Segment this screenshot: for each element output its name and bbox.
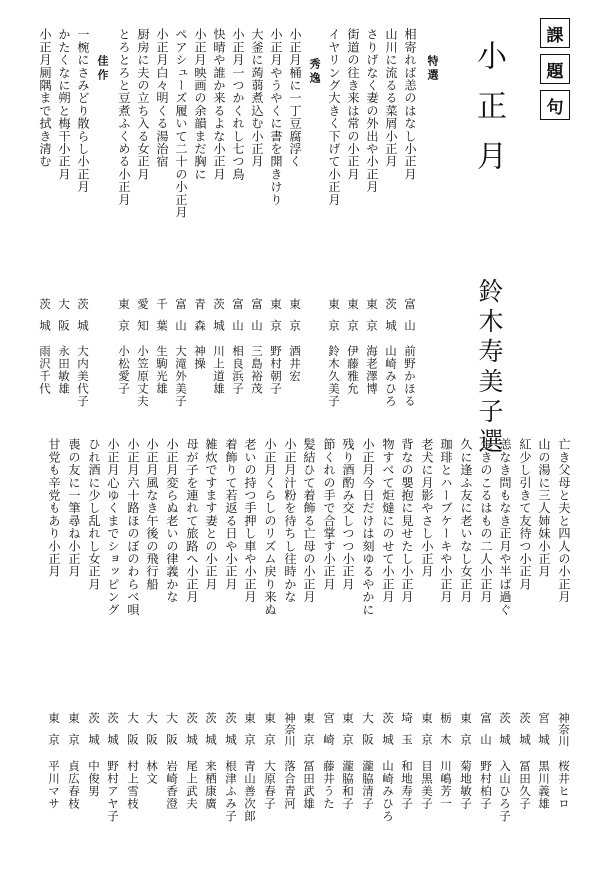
poem-line: 節くれの手で合掌す小正月 (322, 438, 336, 591)
section-heading-kasaku: 佳作 (96, 55, 109, 83)
author-location: 東京 (243, 712, 257, 755)
author-name: 青山善次郎 (243, 760, 257, 823)
author-location: 富山 (479, 712, 493, 755)
author-name: 海老澤博 (365, 345, 379, 395)
author-name: 生駒光雄 (155, 345, 169, 395)
author-name: 入山ひろ子 (498, 760, 512, 823)
author-name: 来栖康廣 (204, 760, 218, 810)
author-location: 大阪 (165, 712, 179, 755)
author-location: 茨城 (185, 712, 199, 755)
author-name: 酒井宏 (288, 345, 302, 383)
poem-line: 小正月一つかくれし七つ鳥 (231, 28, 245, 181)
author-name: 冨田武雄 (302, 760, 316, 810)
author-location: 茨城 (106, 712, 120, 755)
author-name: 神操 (193, 345, 207, 370)
poem-line: 老いの持つ手押し車や小正月 (243, 438, 257, 604)
poem-line: 珈琲とハーブケーキや小正月 (439, 438, 453, 604)
author-location: 東京 (263, 712, 277, 755)
poem-line: 小正月くらしのリズム戻り来ぬ (263, 438, 277, 616)
author-name: 冨田久子 (518, 760, 532, 810)
poem-line: 小正月六十路ほのぼのわらべ唄 (126, 438, 140, 616)
poem-line: 生きのこるはもの二人小正月 (479, 438, 493, 604)
poem-line: 小正月汁粉を待ちし往時かな (283, 438, 297, 604)
poem-line: ひれ酒に少し乱れし女正月 (87, 438, 101, 591)
author-location: 東京 (67, 712, 81, 755)
poem-line: 久に逢ふ友に老いなし女正月 (459, 438, 473, 604)
poem-line: 母が子を連れて旅路へ小正月 (185, 438, 199, 604)
poem-line: とろとろと豆煮ふくめる小正月 (117, 28, 131, 206)
poem-line: かたくなに朔と梅干小正月 (57, 28, 71, 181)
author-location: 東京 (365, 298, 379, 341)
author-location: 富山 (403, 298, 417, 341)
poem-line: 山川に流るる菜屑小正月 (384, 28, 398, 168)
poem-line: 小正月白々明くる湯治宿 (155, 28, 169, 168)
author-name: 川嶋芳一 (439, 760, 453, 810)
author-name: 貞広春枝 (67, 760, 81, 810)
author-location: 東京 (420, 712, 434, 755)
badge-char: 題 (540, 54, 570, 84)
poem-line: 快晴や誰か来るよな小正月 (212, 28, 226, 181)
author-location: 宮城 (537, 712, 551, 755)
author-location: 茨城 (76, 298, 90, 341)
author-location: 神奈川 (283, 712, 297, 747)
author-location: 大阪 (57, 298, 71, 341)
author-name: 尾上武夫 (185, 760, 199, 810)
author-name: 伊藤雅允 (346, 345, 360, 395)
author-name: 川上道雄 (212, 345, 226, 395)
author-location: 宮崎 (322, 712, 336, 755)
author-name: 中俊男 (87, 760, 101, 798)
poem-line: 背なの嬰抱に見せたし小正月 (400, 438, 414, 604)
author-location: 富山 (231, 298, 245, 341)
author-location: 富山 (174, 298, 188, 341)
author-location: 東京 (341, 712, 355, 755)
author-location: 青森 (193, 298, 207, 341)
author-name: 桜井ヒロ (557, 760, 571, 810)
poem-line: 街道の往き来は常の小正月 (346, 28, 360, 181)
selector-name: 鈴木寿美子選 (475, 278, 504, 458)
author-location: 東京 (346, 298, 360, 341)
poem-line: イヤリング大きく下げて小正月 (327, 28, 341, 206)
author-name: 小笠原丈夫 (136, 345, 150, 408)
author-location: 東京 (47, 712, 61, 755)
poem-line: 喪の友に一筆尋ね小正月 (67, 438, 81, 578)
author-name: 野村朝子 (269, 345, 283, 395)
author-name: 相良浜子 (231, 345, 245, 395)
author-location: 愛知 (136, 298, 150, 341)
author-name: 村上雪枝 (126, 760, 140, 810)
author-name: 小松愛子 (117, 345, 131, 395)
author-name: 前野かほる (403, 345, 417, 408)
author-name: 野村柏子 (479, 760, 493, 810)
author-location: 茨城 (212, 298, 226, 341)
poem-line: ペアシューズ履いて二十の小正月 (174, 28, 188, 219)
author-location: 神奈川 (557, 712, 571, 747)
author-location: 東京 (288, 298, 302, 341)
author-name: 林文 (145, 760, 159, 785)
poem-line: 髪結ひて着飾る亡母の小正月 (302, 438, 316, 604)
poem-line: 物すべて炬燵にのせて小正月 (381, 438, 395, 604)
poem-line: 小正月心ゆくまでショッピング (106, 438, 120, 616)
poem-line: 大釜に蒟蒻煮込む小正月 (250, 28, 264, 168)
author-name: 瀧脇清子 (361, 760, 375, 810)
author-name: 瀧脇和子 (341, 760, 355, 810)
page-title: 小正月 (471, 40, 506, 190)
section-heading-shuitsu: 秀逸 (308, 58, 321, 86)
poem-line: 老犬に月影やさし小正月 (420, 438, 434, 578)
author-name: 大原春子 (263, 760, 277, 810)
poem-line: 残り酒酌み交しつつ小正月 (341, 438, 355, 591)
author-name: 菊地敏子 (459, 760, 473, 810)
author-location: 大阪 (145, 712, 159, 755)
author-name: 雨沢千代 (38, 345, 52, 395)
poem-line: 小正月変らぬ老いの律義かな (165, 438, 179, 604)
author-name: 黒川義雄 (537, 760, 551, 810)
poem-line: 紅少し引きて友待つ小正月 (518, 438, 532, 591)
author-name: 落合青河 (283, 760, 297, 810)
author-location: 富山 (250, 298, 264, 341)
badge-char: 句 (540, 90, 570, 120)
poem-line: 一椀にさみどり散らし小正月 (76, 28, 90, 194)
poem-line: 恙なき問もなき正月や半ば過ぐ (498, 438, 512, 616)
poem-line: 相寄れば恙のはなし小正月 (403, 28, 417, 181)
author-location: 埼玉 (400, 712, 414, 755)
author-location: 大阪 (126, 712, 140, 755)
section-heading-tokusen: 特選 (426, 55, 439, 83)
author-location: 千葉 (155, 298, 169, 341)
author-location: 大阪 (361, 712, 375, 755)
author-name: 平川マサ (47, 760, 61, 810)
author-location: 茨城 (498, 712, 512, 755)
poem-line: 小正月風なき午後の飛行船 (145, 438, 159, 591)
author-name: 山崎みひろ (381, 760, 395, 823)
author-location: 茨城 (204, 712, 218, 755)
author-location: 茨城 (38, 298, 52, 341)
kadai-ku-badge (536, 18, 574, 126)
badge-char: 課 (540, 18, 570, 48)
author-location: 東京 (327, 298, 341, 341)
author-name: 目黒美子 (420, 760, 434, 810)
poem-line: 小正月映画の余韻まだ胸に (193, 28, 207, 181)
author-name: 大滝外美子 (174, 345, 188, 408)
poem-line: 亡き父母と夫と四人の小正月 (557, 438, 571, 604)
poem-line: 甘党も辛党もあり小正月 (47, 438, 61, 578)
author-location: 茨城 (518, 712, 532, 755)
author-location: 東京 (302, 712, 316, 755)
author-name: 藤井うた (322, 760, 336, 810)
author-location: 茨城 (224, 712, 238, 755)
poem-line: 雑炊ですます妻との小正月 (204, 438, 218, 591)
author-location: 東京 (117, 298, 131, 341)
author-location: 茨城 (87, 712, 101, 755)
author-name: 根津ふみ子 (224, 760, 238, 823)
author-location: 東京 (269, 298, 283, 341)
poem-line: さりげなく妻の外出や小正月 (365, 28, 379, 194)
author-name: 和地寿子 (400, 760, 414, 810)
author-name: 山崎みひろ (384, 345, 398, 408)
author-name: 鈴木久美子 (327, 345, 341, 408)
author-name: 野村アヤ子 (106, 760, 120, 823)
poem-line: 小正月桶に一丁豆腐浮く (288, 28, 302, 168)
author-location: 茨城 (384, 298, 398, 341)
author-location: 東京 (459, 712, 473, 755)
poem-line: 山の湯に三人姉妹小正月 (537, 438, 551, 578)
author-location: 茨城 (381, 712, 395, 755)
author-name: 大内美代子 (76, 345, 90, 408)
author-name: 岩崎香澄 (165, 760, 179, 810)
author-location: 栃木 (439, 712, 453, 755)
poem-line: 小正月やうやくに書を開きけり (269, 28, 283, 206)
poem-line: 小正月今日だけは刻ゆるやかに (361, 438, 375, 616)
poem-line: 小正月厠隅まで拭き清む (38, 28, 52, 168)
author-name: 三島裕茂 (250, 345, 264, 395)
author-name: 永田敏雄 (57, 345, 71, 395)
poem-line: 厨房に夫の立ち入る女正月 (136, 28, 150, 181)
poem-line: 着飾りて若返る日や小正月 (224, 438, 238, 591)
